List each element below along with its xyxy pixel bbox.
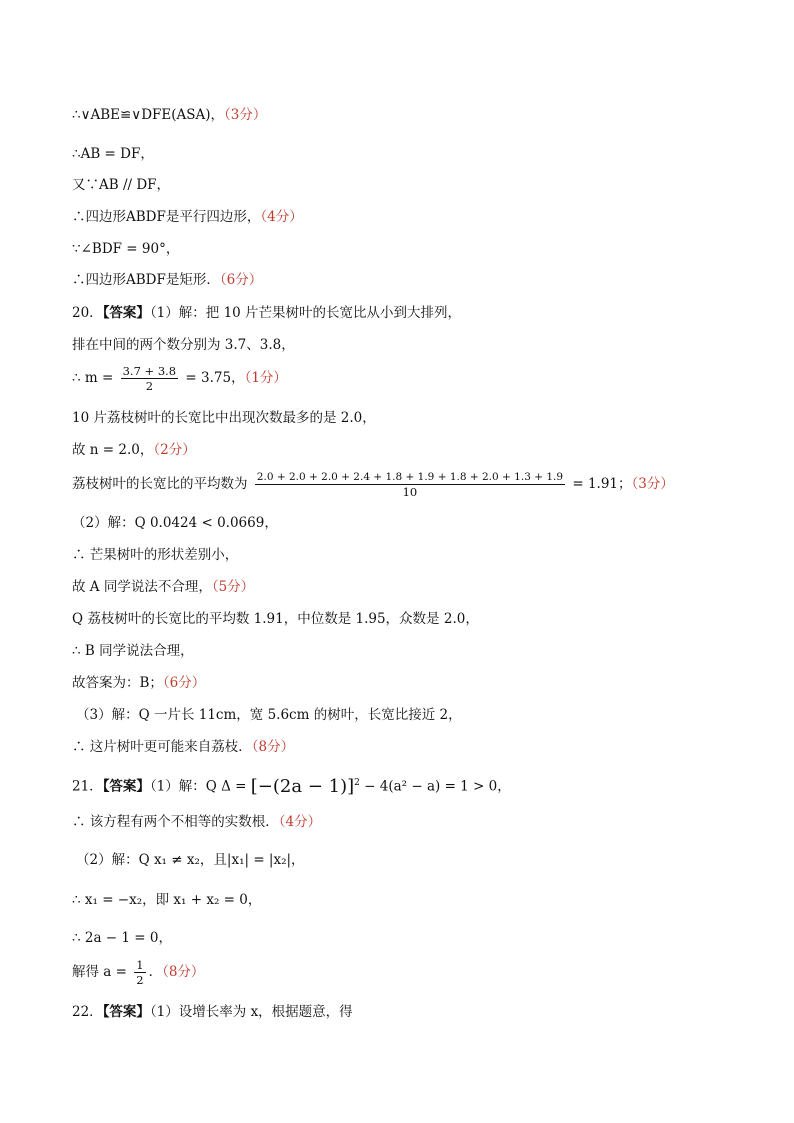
score-mark: （1分）	[244, 370, 287, 386]
fraction	[255, 470, 565, 499]
math-text: （2）解：Q x₁ ≠ x₂，且	[76, 852, 227, 868]
exponent: 2	[354, 778, 360, 788]
q20-student-a	[72, 578, 254, 596]
proof-line-ab-eq-df	[72, 145, 154, 163]
q20-lychee-stats	[72, 610, 479, 628]
q20-median-m	[72, 364, 287, 393]
score-mark: （5分）	[211, 579, 255, 595]
math-bracket: [−(2a − 1)]	[250, 776, 355, 797]
math-text: 解得 a =	[72, 964, 127, 980]
fraction-denominator: 2	[136, 973, 144, 987]
q20-conclusion	[72, 738, 294, 756]
q20-mango-shape	[72, 546, 238, 564]
score-mark: （3分）	[631, 476, 674, 492]
math-text: （1）解：Q Δ =	[149, 778, 251, 795]
math-abs: |x₁| = |x₂|	[226, 852, 292, 868]
q20-answer-b	[72, 674, 205, 692]
score-mark: （6分）	[219, 272, 263, 288]
q20-part2-variance	[72, 514, 278, 532]
math-text: ∴ m =	[72, 370, 114, 386]
math-text: = 3.75，	[185, 370, 245, 386]
body-text: ∴四边形ABDF是矩形．	[72, 272, 220, 288]
body-text: 排在中间的两个数分别为 3.7、3.8，	[72, 337, 295, 353]
fraction-denominator: 2	[145, 379, 154, 393]
proof-line-right-angle	[72, 240, 179, 258]
math-text: ∴∨ABE≌∨DFE(ASA)，	[72, 107, 225, 123]
q20-mode-n	[72, 441, 196, 459]
q21-two-roots	[72, 813, 321, 831]
body-text: （3）解：Q 一片长 11cm，宽 5.6cm 的树叶，长宽比接近 2，	[76, 707, 462, 723]
answer-tag: 【答案】	[102, 305, 150, 321]
question-20-heading	[72, 304, 461, 322]
q21-sum-zero	[72, 891, 261, 909]
q20-mean-calc	[72, 470, 674, 499]
question-22-heading	[72, 1003, 353, 1021]
fraction-numerator: 3.7 + 3.8	[122, 364, 177, 378]
proof-line-parallelogram	[72, 208, 303, 226]
body-text: 故答案为：B；	[72, 675, 163, 691]
answer-tag: 【答案】	[102, 1004, 150, 1020]
score-mark: （8分）	[162, 964, 205, 980]
math-text: − 4(a² − a) = 1 > 0，	[359, 778, 511, 795]
math-text: ∴ x₁ = −x₂，即 x₁ + x₂ = 0，	[72, 892, 262, 908]
score-mark: （2分）	[153, 442, 196, 458]
proof-line-rectangle	[72, 271, 262, 289]
body-text: 故 A 同学说法不合理，	[72, 579, 212, 595]
q21-part2-condition	[76, 851, 305, 869]
body-text: ∴四边形ABDF是平行四边形，	[72, 209, 261, 225]
question-number: 21．	[72, 778, 103, 795]
fraction	[121, 364, 179, 393]
q21-solution-a	[72, 958, 204, 987]
score-mark: （4分）	[278, 814, 322, 830]
math-text: = 1.91；	[572, 476, 632, 492]
body-text: （2）解：Q 0.0424 < 0.0669，	[72, 515, 278, 531]
score-mark: （6分）	[162, 675, 206, 691]
math-text: ，	[291, 852, 305, 868]
fraction-denominator: 10	[402, 485, 418, 499]
question-number: 20．	[72, 305, 103, 321]
body-text: （1）解：把 10 片芒果树叶的长宽比从小到大排列，	[149, 305, 462, 321]
fraction	[134, 958, 145, 987]
body-text: ∴ 该方程有两个不相等的实数根．	[72, 814, 279, 830]
fraction-numerator: 1	[136, 958, 144, 972]
body-text: ∴ 这片树叶更可能来自荔枝．	[72, 739, 252, 755]
q20-mode-statement	[72, 409, 376, 427]
math-text: 又∵AB // DF，	[72, 177, 171, 193]
question-number: 22．	[72, 1004, 103, 1020]
q20-part3-leaf	[76, 706, 462, 724]
body-text: Q 荔枝树叶的长宽比的平均数 1.91，中位数是 1.95，众数是 2.0，	[72, 611, 479, 627]
math-text: ．	[148, 964, 163, 980]
question-21-heading	[72, 774, 511, 796]
math-text: ∴ 2a − 1 = 0，	[72, 930, 172, 946]
fraction-numerator: 2.0 + 2.0 + 2.0 + 2.4 + 1.8 + 1.9 + 1.8 + 2.0 + 1.3 + 1.9	[256, 471, 564, 483]
body-text: 荔枝树叶的长宽比的平均数为	[72, 476, 248, 492]
score-mark: （8分）	[251, 739, 295, 755]
body-text: ∴ 芒果树叶的形状差别小，	[72, 547, 239, 563]
answer-tag: 【答案】	[102, 778, 150, 795]
body-text: （1）设增长率为 x，根据题意，得	[149, 1004, 353, 1020]
body-text: 10 片荔枝树叶的长宽比中出现次数最多的是 2.0，	[72, 410, 376, 426]
body-text: 故 n = 2.0，	[72, 442, 154, 458]
q21-linear-eq	[72, 929, 172, 947]
proof-line-congruence	[72, 106, 266, 124]
score-mark: （3分）	[224, 107, 267, 123]
q20-middle-values	[72, 336, 295, 354]
score-mark: （4分）	[260, 209, 303, 225]
math-text: ∴AB = DF，	[72, 146, 154, 162]
proof-line-parallel	[72, 176, 170, 194]
q20-student-b	[72, 642, 194, 660]
body-text: ∴ B 同学说法合理，	[72, 643, 194, 659]
math-text: ∵∠BDF = 90°，	[72, 241, 180, 257]
